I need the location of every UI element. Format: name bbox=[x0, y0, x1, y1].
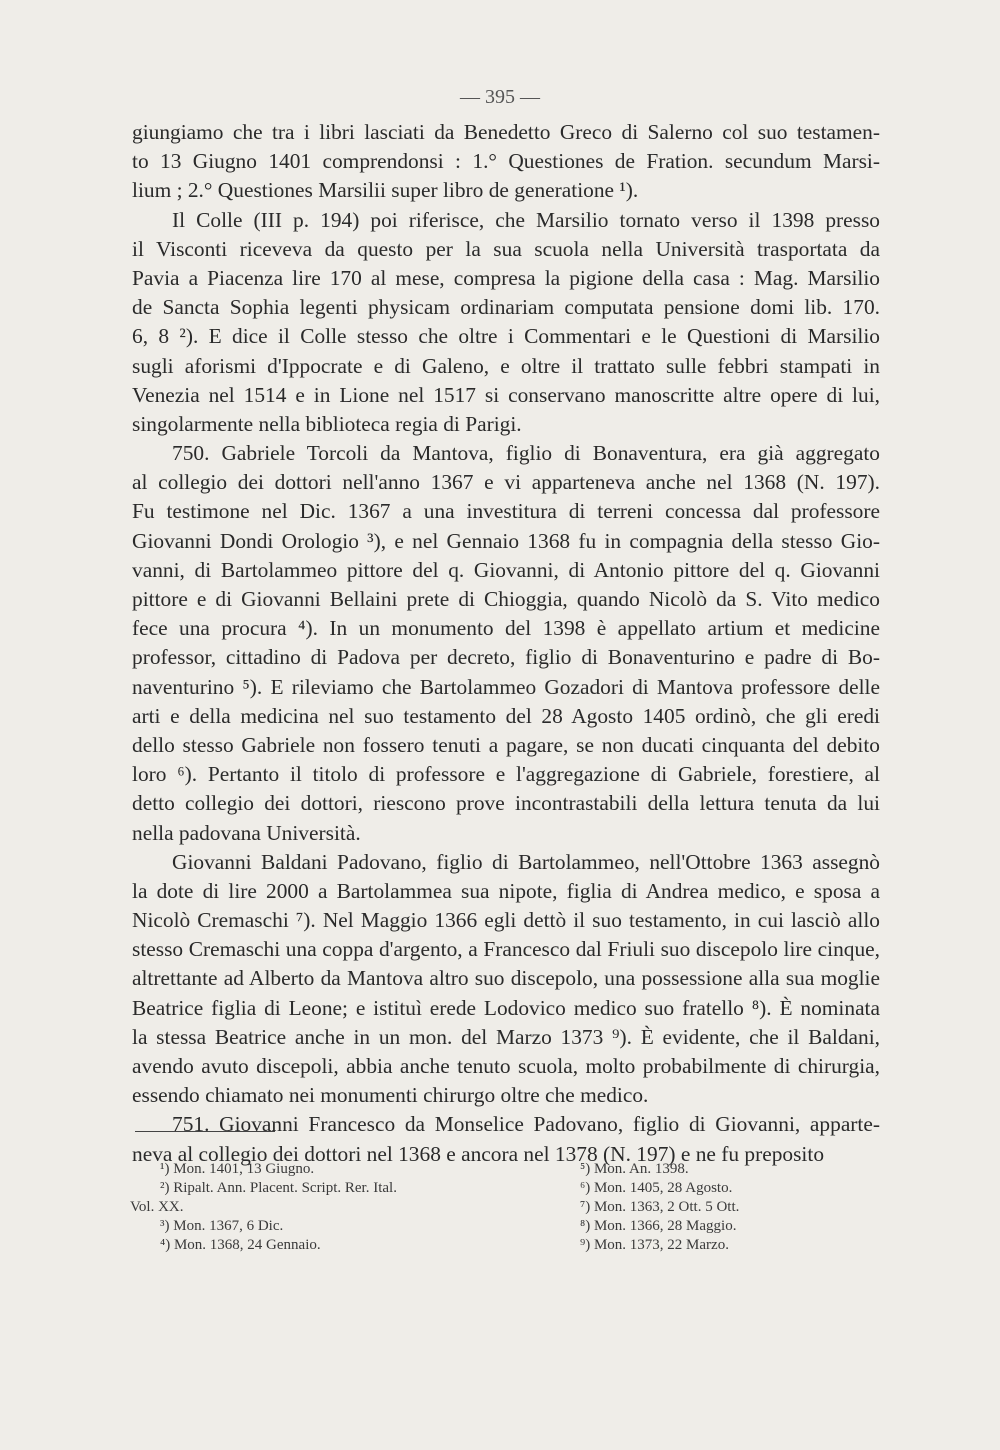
footnote: ⁸) Mon. 1366, 28 Maggio. bbox=[580, 1218, 737, 1234]
text-line: Fu testimone nel Dic. 1367 a una investitura di terreni concessa dal professore bbox=[132, 499, 880, 524]
footnote: ⁴) Mon. 1368, 24 Gennaio. bbox=[160, 1237, 321, 1253]
text-line: neva al collegio dei dottori nel 1368 e ancora nel 1378 (N. 197) e ne fu preposito bbox=[132, 1141, 825, 1166]
text-line: Pavia a Piacenza lire 170 al mese, compresa la pigione della casa : Mag. Marsilio bbox=[132, 265, 880, 290]
footnote: Vol. XX. bbox=[130, 1199, 184, 1215]
text-line: loro ⁶). Pertanto il titolo di professore e l'aggregazione di Gabriele, forestiere, al bbox=[132, 762, 880, 787]
footnote: ⁹) Mon. 1373, 22 Marzo. bbox=[580, 1237, 729, 1253]
text-line: la stessa Beatrice anche in un mon. del Marzo 1373 ⁹). È evidente, che il Baldani, bbox=[132, 1024, 880, 1049]
footnote: ⁷) Mon. 1363, 2 Ott. 5 Ott. bbox=[580, 1199, 740, 1215]
text-line: de Sancta Sophia legenti physicam ordinariam computata pensione domi lib. 170. bbox=[132, 295, 880, 320]
text-line: sugli aforismi d'Ippocrate e di Galeno, e oltre il trattato sulle febbri stampati in bbox=[132, 353, 880, 378]
text-line: fece una procura ⁴). In un monumento del 1398 è appellato artium et medicine bbox=[132, 616, 880, 641]
footnote: ⁶) Mon. 1405, 28 Agosto. bbox=[580, 1180, 733, 1196]
footnote: ¹) Mon. 1401, 13 Giugno. bbox=[160, 1161, 315, 1177]
text-line: pittore e di Giovanni Bellaini prete di Chioggia, quando Nicolò da S. Vito medico bbox=[132, 587, 880, 611]
footnote: ⁵) Mon. An. 1398. bbox=[580, 1161, 689, 1177]
text-line: 750. Gabriele Torcoli da Mantova, figlio di Bonaventura, era già aggregato bbox=[172, 441, 880, 466]
text-line: arti e della medicina nel suo testamento del 28 Agosto 1405 ordinò, che gli eredi bbox=[132, 703, 880, 728]
text-line: Il Colle (III p. 194) poi riferisce, che Marsilio tornato verso il 1398 presso bbox=[172, 207, 880, 232]
text-line: detto collegio dei dottori, riescono prove incontrastabili della lettura tenuta da lui bbox=[132, 791, 880, 816]
text-line: altrettante ad Alberto da Mantova altro suo discepolo, una possessione alla sua moglie bbox=[132, 966, 880, 991]
body-text bbox=[132, 118, 880, 1169]
footnote-rule bbox=[135, 1131, 275, 1132]
text-line: naventurino ⁵). E rileviamo che Bartolammeo Gozadori di Mantova professore delle bbox=[132, 674, 880, 699]
text-line: 6, 8 ²). E dice il Colle stesso che oltre i Commentari e le Questioni di Marsilio bbox=[132, 324, 880, 349]
text-line: nella padovana Università. bbox=[132, 820, 361, 845]
text-line: al collegio dei dottori nell'anno 1367 e vi apparteneva anche nel 1368 (N. 197). bbox=[132, 470, 880, 495]
footnotes-right-column bbox=[550, 1160, 890, 1255]
text-line: 751. Giovanni Francesco da Monselice Padovano, figlio di Giovanni, apparte- bbox=[172, 1112, 880, 1137]
text-line: Nicolò Cremaschi ⁷). Nel Maggio 1366 egli dettò il suo testamento, in cui lasciò allo bbox=[132, 908, 880, 933]
text-line: to 13 Giugno 1401 comprendonsi : 1.° Questiones de Fration. secundum Marsi- bbox=[132, 149, 880, 174]
text-line: Giovanni Dondi Orologio ³), e nel Gennaio 1368 fu in compagnia della stesso Gio- bbox=[132, 528, 880, 553]
text-line: giungiamo che tra i libri lasciati da Benedetto Greco di Salerno col suo testamen- bbox=[132, 120, 880, 144]
text-line: il Visconti riceveva da questo per la sua scuola nella Università trasportata da bbox=[132, 236, 880, 261]
text-line: avendo avuto discepoli, abbia anche tenuto scuola, molto probabilmente di chirurgia, bbox=[132, 1054, 880, 1078]
text-line: Giovanni Baldani Padovano, figlio di Bartolammeo, nell'Ottobre 1363 assegnò bbox=[172, 849, 880, 874]
text-line: stesso Cremaschi una coppa d'argento, a Francesco dal Friuli suo discepolo lire cinque, bbox=[132, 937, 880, 962]
text-line: essendo chiamato nei monumenti chirurgo oltre che medico. bbox=[132, 1083, 649, 1108]
text-line: dello stesso Gabriele non fossero tenuti a pagare, se non ducati cinquanta del debito bbox=[132, 732, 880, 757]
page-number: — 395 — bbox=[460, 86, 540, 108]
text-line: singolarmente nella biblioteca regia di Parigi. bbox=[132, 411, 522, 436]
text-line: professor, cittadino di Padova per decreto, figlio di Bonaventurino e padre di Bo- bbox=[132, 645, 880, 670]
text-line: Venezia nel 1514 e in Lione nel 1517 si conservano manoscritte altre opere di lui, bbox=[132, 382, 880, 407]
text-line: lium ; 2.° Questiones Marsilii super libro de generatione ¹). bbox=[132, 178, 639, 203]
footnote: ²) Ripalt. Ann. Placent. Script. Rer. Ital. bbox=[160, 1180, 397, 1196]
text-line: la dote di lire 2000 a Bartolammea sua nipote, figlia di Andrea medico, e sposa a bbox=[132, 878, 880, 903]
footnote: ³) Mon. 1367, 6 Dic. bbox=[160, 1218, 284, 1234]
footnotes-left-column bbox=[130, 1160, 490, 1255]
text-line: Beatrice figlia di Leone; e istituì erede Lodovico medico suo fratello ⁸). È nominata bbox=[132, 995, 880, 1020]
text-line: vanni, di Bartolammeo pittore del q. Giovanni, di Antonio pittore del q. Giovanni bbox=[132, 557, 880, 582]
